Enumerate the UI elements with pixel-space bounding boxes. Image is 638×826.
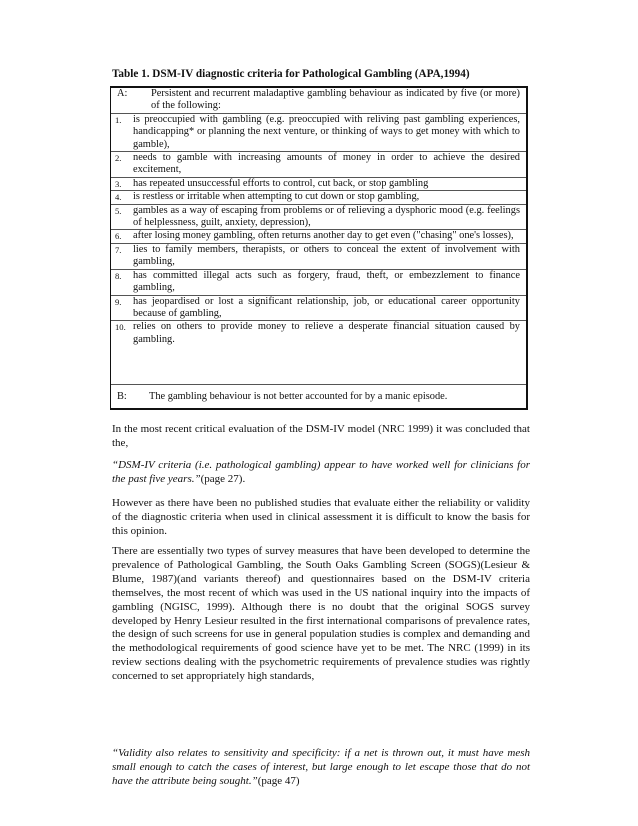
- criterion-item-text: has jeopardised or lost a significant relationship, job, or educational career opportunity because of gambling,: [133, 295, 520, 319]
- criterion-a-text: Persistent and recurrent maladaptive gambling behaviour as indicated by five (or more) of the following:: [151, 88, 520, 112]
- criterion-item-number: 3.: [115, 178, 122, 189]
- criterion-item: [111, 296, 526, 322]
- criterion-item: [111, 191, 526, 204]
- paragraph-survey-measures: There are essentially two types of survey measures that have been developed to determine the prevalence of Pathological Gambling, the South Oaks Gambling Screen (SOGS)(Lesieur & Blume, 1987)(and variants thereof) and questionnaires based on the DSM-IV criteria themselves, the most recent of which was used in the US national inquiry into the impacts of gambling (NGISC, 1999). Although there is no doubt that the original SOGS survey developed by Henry Lesieur resulted in the first international comparisons of prevalence rates, the design of such screens for use in general population studies is complex and demanding and the methodological requirements of good science have yet to be met. The NRC (1999) in its review sections dealing with the psychometric requirements of prevalence studies was rightly concerned to set appropriately high standards,: [112, 545, 530, 683]
- criterion-item-text: has committed illegal acts such as forgery, fraud, theft, or embezzlement to finance gambling,: [133, 269, 520, 294]
- criterion-item: [111, 230, 526, 243]
- criterion-item: [111, 205, 526, 231]
- criterion-b-text: The gambling behaviour is not better accounted for by a manic episode.: [149, 391, 448, 402]
- criterion-item: [111, 270, 526, 296]
- criterion-a-row: [111, 88, 526, 114]
- criterion-item-text: gambles as a way of escaping from problems or of relieving a dysphoric mood (e.g. feelings of helplessness, guilt, anxiety, depression),: [133, 204, 520, 229]
- criterion-item-number: 8.: [115, 270, 122, 281]
- criterion-item-text: lies to family members, therapists, or others to conceal the extent of involvement with gambling,: [133, 243, 520, 268]
- paragraph-reliability: However as there have been no published studies that evaluate either the reliability or validity of the diagnostic criteria when used in clinical assessment it is difficult to know the basis for this opinion.: [112, 497, 530, 537]
- criterion-item-number: 7.: [115, 244, 122, 255]
- criterion-a-label: A:: [117, 88, 128, 99]
- criterion-item-number: 1.: [115, 114, 122, 125]
- criterion-b-row: [111, 384, 526, 403]
- quote-validity-text: “Validity also relates to sensitivity and specificity: if a net is thrown out, it must have mesh small enough to catch the cases of interest, but large enough to let escape those that do not have the attribute being sought.”: [112, 747, 530, 787]
- criterion-item: [111, 114, 526, 152]
- criterion-item: [111, 178, 526, 191]
- criterion-item-text: after losing money gambling, often returns another day to get even ("chasing" one's losses),: [133, 230, 514, 242]
- criteria-table: [110, 86, 528, 410]
- criterion-item-number: 5.: [115, 205, 122, 216]
- table-title: Table 1. DSM-IV diagnostic criteria for Pathological Gambling (APA,1994): [112, 68, 470, 80]
- criterion-item: [111, 152, 526, 178]
- criterion-item-text: is restless or irritable when attempting to cut down or stop gambling,: [133, 191, 420, 203]
- criterion-item-text: is preoccupied with gambling (e.g. preoccupied with reliving past gambling experiences, handicapping* or planning the next venture, or thinking of ways to get money with which to gamble),: [133, 113, 520, 150]
- criterion-item-number: 6.: [115, 231, 122, 242]
- criterion-b-label: B:: [117, 391, 127, 402]
- criterion-item-text: relies on others to provide money to relieve a desperate financial situation caused by gambling.: [133, 321, 520, 345]
- criterion-item: [111, 321, 526, 346]
- quote-dsm-iv-text: “DSM-IV criteria (i.e. pathological gambling) appear to have worked well for clinicians for the past five years.”: [112, 459, 530, 485]
- criterion-item-number: 4.: [115, 192, 122, 203]
- criterion-item-number: 2.: [115, 153, 122, 164]
- quote-dsm-iv-citation: (page 27).: [200, 472, 246, 485]
- quote-validity: [112, 747, 530, 789]
- criterion-item-text: needs to gamble with increasing amounts of money in order to achieve the desired excitement,: [133, 152, 520, 176]
- criterion-item-text: has repeated unsuccessful efforts to control, cut back, or stop gambling: [133, 177, 429, 189]
- criterion-item: [111, 244, 526, 270]
- quote-validity-citation: (page 47): [257, 774, 300, 787]
- criterion-item-number: 9.: [115, 296, 122, 307]
- paragraph-intro: In the most recent critical evaluation of the DSM-IV model (NRC 1999) it was concluded that the,: [112, 423, 530, 449]
- quote-dsm-iv: [112, 459, 530, 487]
- criterion-item-number: 10.: [115, 322, 126, 333]
- criteria-list: [111, 88, 526, 346]
